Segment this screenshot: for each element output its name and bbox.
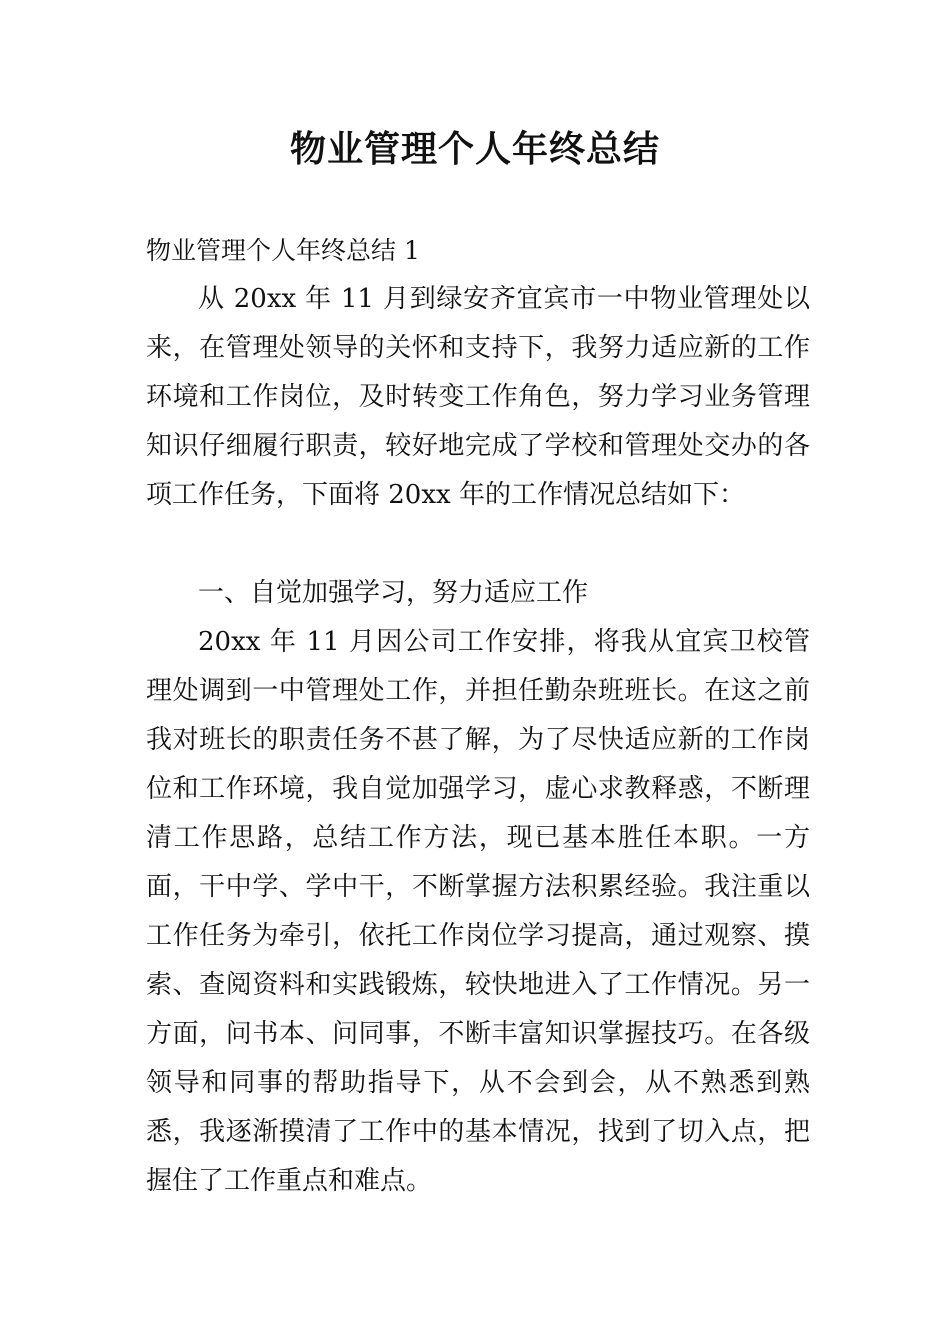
intro-paragraph: 从 20xx 年 11 月到绿安齐宜宾市一中物业管理处以来，在管理处领导的关怀和支持下，我努力适应新的工作环境和工作岗位，及时转变工作角色，努力学习业务管理知识仔细履行职责，较好地完成了学校和管理处交办的各项工作任务，下面将 20xx 年的工作情况总结如下： [146,284,810,510]
body-paragraph: 20xx 年 11 月因公司工作安排，将我从宜宾卫校管理处调到一中管理处工作，并担任勤杂班班长。在这之前我对班长的职责任务不甚了解，为了尽快适应新的工作岗位和工作环境，我自觉加强学习，虚心求教释惑，不断理清工作思路，总结工作方法，现已基本胜任本职。一方面，干中学、学中干，不断掌握方法积累经验。我注重以工作任务为牵引，依托工作岗位学习提高，通过观察、摸索、查阅资料和实践锻炼，较快地进入了工作情况。另一方面，问书本、问同事，不断丰富知识掌握技巧。在各级领导和同事的帮助指导下，从不会到会，从不熟悉到熟悉，我逐渐摸清了工作中的基本情况，找到了切入点，把握住了工作重点和难点。 [146,627,810,1196]
document-body [146,226,810,1206]
section-heading: 一、自觉加强学习，努力适应工作 [198,578,589,608]
section-subtitle: 物业管理个人年终总结 1 [146,236,420,265]
document-title: 物业管理个人年终总结 [289,129,660,170]
